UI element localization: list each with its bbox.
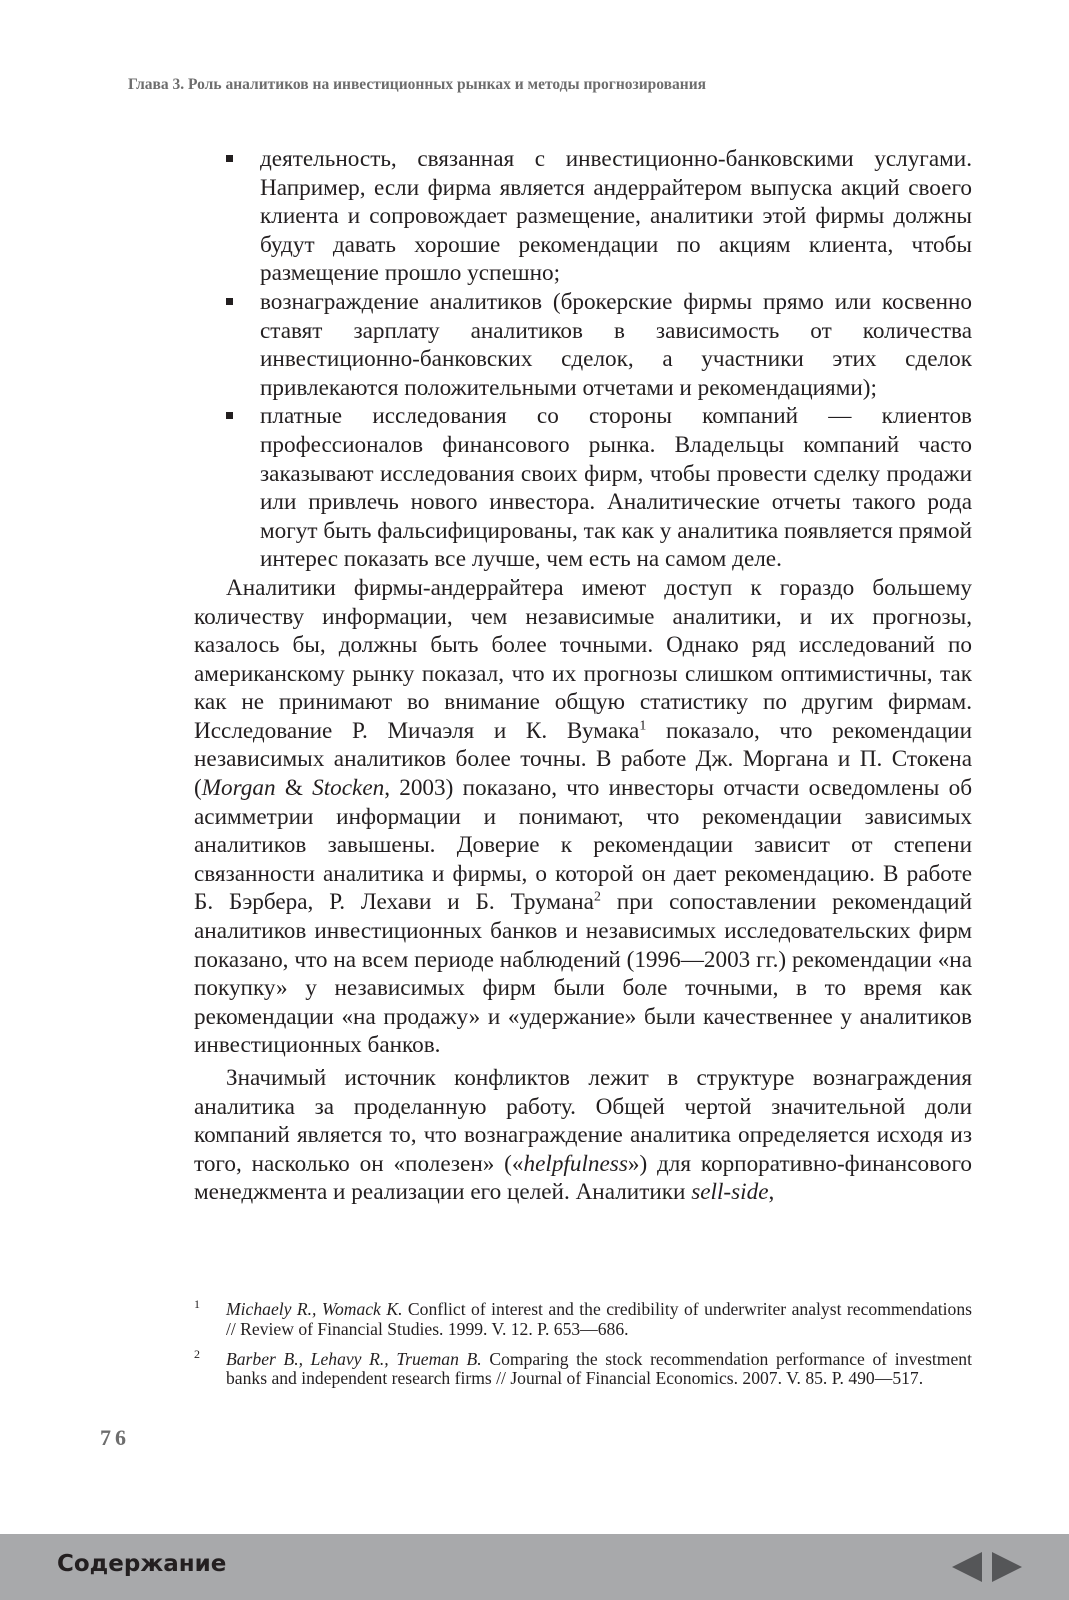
bullet-list xyxy=(194,145,972,574)
footnote-text: Conflict of interest and the credibility of underwriter analyst recommendations // Review of Financial Studies. 1999. V. 12. P. 653—686. xyxy=(226,1299,972,1339)
list-item xyxy=(194,402,972,574)
bottom-navigation-bar xyxy=(0,1534,1069,1600)
list-item-text: платные исследования со стороны компаний — клиентов профессионалов финансового рынка. Владельцы компаний часто заказывают исследования своих фирм, чтобы провести сделку продажи или привлечь нового инвестора. Аналитические отчеты такого рода могут быть фальсифицированы, так как у аналитика появляется прямой интерес показать все лучше, чем есть на самом деле. xyxy=(260,403,972,573)
previous-page-arrow-icon[interactable] xyxy=(952,1552,982,1582)
square-bullet-icon xyxy=(226,412,233,419)
paragraph-conflict-source: Значимый источник конфликтов лежит в структуре вознаграждения аналитика за проделанную работу. Общей чертой значительной доли компаний является то, что вознаграждение аналитика определяется исходя из того, насколько он «полезен» («helpfulness») для корпоративно-финансового менеджмента и реализации его целей. Аналитики sell-side, xyxy=(194,1065,973,1206)
page-navigation xyxy=(952,1552,1022,1584)
footnote-1 xyxy=(194,1297,972,1340)
footnote-2 xyxy=(194,1346,972,1390)
square-bullet-icon xyxy=(226,298,233,305)
footnote-ref-1: 1 xyxy=(639,718,647,734)
square-bullet-icon xyxy=(226,155,233,162)
footnote-number: 2 xyxy=(194,1346,200,1361)
term-sell-side: sell-side xyxy=(691,1179,769,1206)
list-item xyxy=(194,145,972,288)
page-number: 76 xyxy=(100,1425,130,1450)
footnote-ref-2: 2 xyxy=(593,889,601,905)
next-page-arrow-icon[interactable] xyxy=(992,1552,1022,1582)
author-name: Morgan xyxy=(201,775,276,802)
term-helpfulness: helpfulness xyxy=(523,1150,628,1177)
main-text xyxy=(194,145,972,1207)
footnote-text: Comparing the stock recommendation performance of investment banks and independent research firms // Journal of Financial Economics. 2007. V. 85. P. 490—517. xyxy=(226,1348,972,1389)
footnote-number: 1 xyxy=(194,1297,200,1311)
list-item-text: вознаграждение аналитиков (брокерские фирмы прямо или косвенно ставят зарплату аналитиков в зависимость от количества инвестиционно-банковских сделок, а участники этих сделок привлекаются положительными отчетами и рекомендациями); xyxy=(260,288,972,401)
list-item xyxy=(194,288,972,402)
author-name: Stocken xyxy=(312,775,385,802)
running-head: Глава 3. Роль аналитиков на инвестиционных рынках и методы прогнозирования xyxy=(128,76,707,93)
footnote-authors: Barber B., Lehavy R., Trueman B. xyxy=(226,1348,482,1369)
footnotes xyxy=(194,1297,972,1399)
list-item-text: деятельность, связанная с инвестиционно-банковскими услугами. Например, если фирма является андеррайтером выпуска акций своего клиента и сопровождает размещение, аналитики этой фирмы должны будут давать хорошие рекомендации по акциям клиента, чтобы размещение прошло успешно; xyxy=(260,146,972,287)
paragraph-analysts-underwriter: Аналитики фирмы-андеррайтера имеют доступ к гораздо большему количеству информации, чем независимые аналитики, и их прогнозы, казалось бы, должны быть более точными. Однако ряд исследований по американскому рынку показал, что их прогнозы слишком оптимистичны, так как не принимают во внимание общую статистику по другим фирмам. Исследование Р. Мичаэля и К. Вумака$^1$ показало, что рекомендации независимых аналитиков более точны. В работе Дж. Моргана и П. Стокена (Morgan & Stocken, 2003) показано, что инвесторы отчасти осведомлены об асимметрии информации и понимают, что рекомендации зависимых аналитиков завышены. Доверие к рекомендации зависит от степени связанности аналитика и фирмы, о которой он дает рекомендацию. В работе Б. Бэрбера, Р. Лехави и Б. Трумана$^2$ при сопоставлении рекомендаций аналитиков инвестиционных банков и независимых исследовательских фирм показано, что на всем периоде наблюдений (1996—2003 гг.) рекомендации «на покупку» у независимых фирм были боле точными, в то время как рекомендации «на продажу» и «удержание» были качественнее у аналитиков инвестиционных банков. xyxy=(194,574,973,1059)
footnote-authors: Michaely R., Womack K. xyxy=(226,1299,403,1319)
contents-link[interactable]: Содержание xyxy=(57,1551,227,1577)
